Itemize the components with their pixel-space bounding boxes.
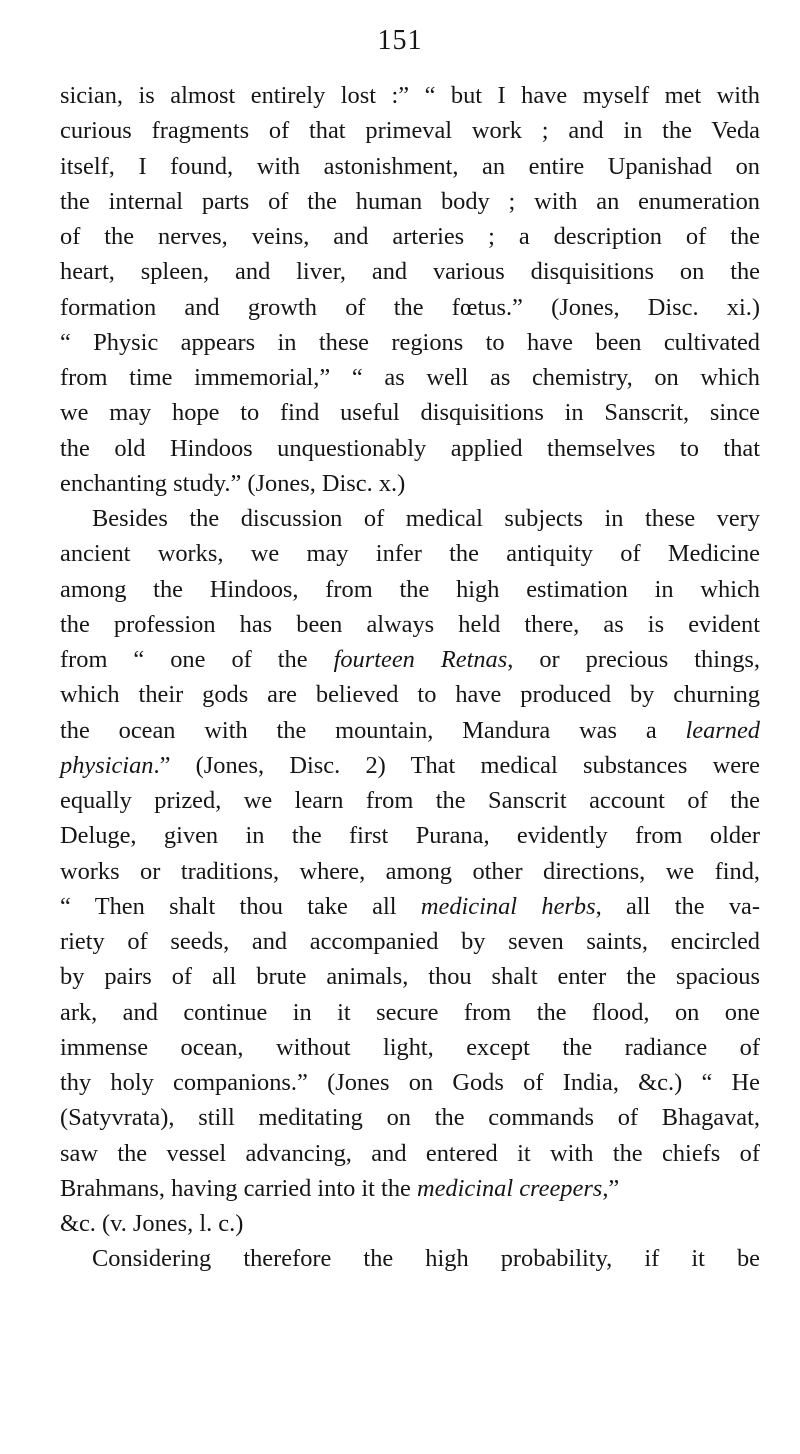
text-line [60,1171,760,1206]
text-segment: thy holy companions.” (Jones on Gods of India, &c.) “ He [60,1069,760,1096]
text-segment: Besides the discussion of medical subjects in these very [92,505,760,532]
text-segment: by pairs of all brute animals, thou shalt enter the spacious [60,963,760,991]
text-segment: heart, spleen, and liver, and various disquisitions on the [60,258,760,286]
text-line [60,1030,760,1065]
text-line [60,501,760,536]
text-line [60,642,760,677]
text-line [60,325,760,360]
text-segment: the profession has been always held there, as is evident [60,610,760,638]
text-segment: saw the vessel advancing, and entered it with the chiefs of [60,1139,760,1167]
text-segment: enchanting study.” (Jones, Disc. x.) [60,469,406,497]
text-segment: we may hope to find useful disquisitions in Sanscrit, since [60,399,760,427]
text-line [60,360,760,395]
text-line [60,290,760,325]
text-segment: .” (Jones, Disc. 2) That medical substances were [153,751,760,779]
text-segment: the internal parts of the human body ; with an enumeration [60,187,760,215]
text-line [60,818,760,853]
text-line [60,466,760,501]
text-line [60,572,760,607]
italic-text: medicinal creepers [416,1174,603,1202]
text-line [60,1241,760,1276]
page-number: 151 [377,25,423,56]
text-line [60,254,760,289]
text-segment: “ Physic appears in these regions to have been cultivated [60,328,760,356]
text-segment: Deluge, given in the first Purana, evidently from older [60,822,760,850]
text-line [60,995,760,1030]
text-line [60,113,760,148]
text-line [60,924,760,959]
italic-text: physician [60,751,154,779]
text-line [60,149,760,184]
italic-text: fourteen Retnas [333,646,508,673]
text-segment: ark, and continue in it secure from the flood, on one [60,998,760,1026]
text-segment: &c. (v. Jones, l. c.) [60,1210,244,1237]
text-line [60,1206,760,1241]
text-line [60,854,760,889]
italic-text: learned [685,716,760,744]
text-line [60,889,760,924]
text-segment: itself, I found, with astonishment, an entire Upanishad on [60,152,760,180]
text-line [60,1065,760,1100]
text-segment: “ Then shalt thou take all [60,892,421,920]
text-line [60,219,760,254]
text-segment: from “ one of the [60,646,334,673]
text-segment: riety of seeds, and accompanied by seven saints, encircled [60,928,760,955]
text-line [60,1136,760,1171]
text-segment: equally prized, we learn from the Sanscrit account of the [60,787,760,814]
text-segment: Considering therefore the high probability, if it be [92,1245,760,1273]
text-segment: curious fragments of that primeval work ; and in the Veda [60,117,760,145]
text-segment: , or precious things, [507,646,760,673]
text-segment: immense ocean, without light, except the radiance of [60,1033,760,1061]
text-line [60,184,760,219]
text-segment: sician, is almost entirely lost :” “ but I have myself met with [60,82,760,109]
text-line [60,713,760,748]
text-segment: (Satyvrata), still meditating on the commands of Bhagavat, [60,1104,760,1132]
text-line [60,677,760,712]
text-line [60,748,760,783]
text-line [60,395,760,430]
text-line [60,431,760,466]
text-line [60,1100,760,1135]
text-segment: from time immemorial,” “ as well as chemistry, on which [60,364,760,391]
text-segment: Brahmans, having carried into it the [60,1174,417,1202]
text-line [60,607,760,642]
body-text [60,78,760,1277]
text-segment: ,” [602,1174,620,1202]
text-segment: ancient works, we may infer the antiquity of Medicine [60,540,760,568]
text-segment: of the nerves, veins, and arteries ; a description of the [60,223,760,250]
text-segment: the ocean with the mountain, Mandura was a [60,716,686,744]
text-line [60,78,760,113]
text-segment: which their gods are believed to have produced by churning [60,681,760,709]
text-line [60,959,760,994]
text-line [60,536,760,571]
text-segment: , all the va- [595,892,760,920]
text-segment: works or traditions, where, among other directions, we find, [60,857,760,885]
text-segment: among the Hindoos, from the high estimation in which [60,575,760,603]
text-line [60,783,760,818]
text-segment: formation and growth of the fœtus.” (Jones, Disc. xi.) [60,293,760,321]
italic-text: medicinal herbs [420,892,596,920]
text-segment: the old Hindoos unquestionably applied themselves to that [60,434,760,462]
